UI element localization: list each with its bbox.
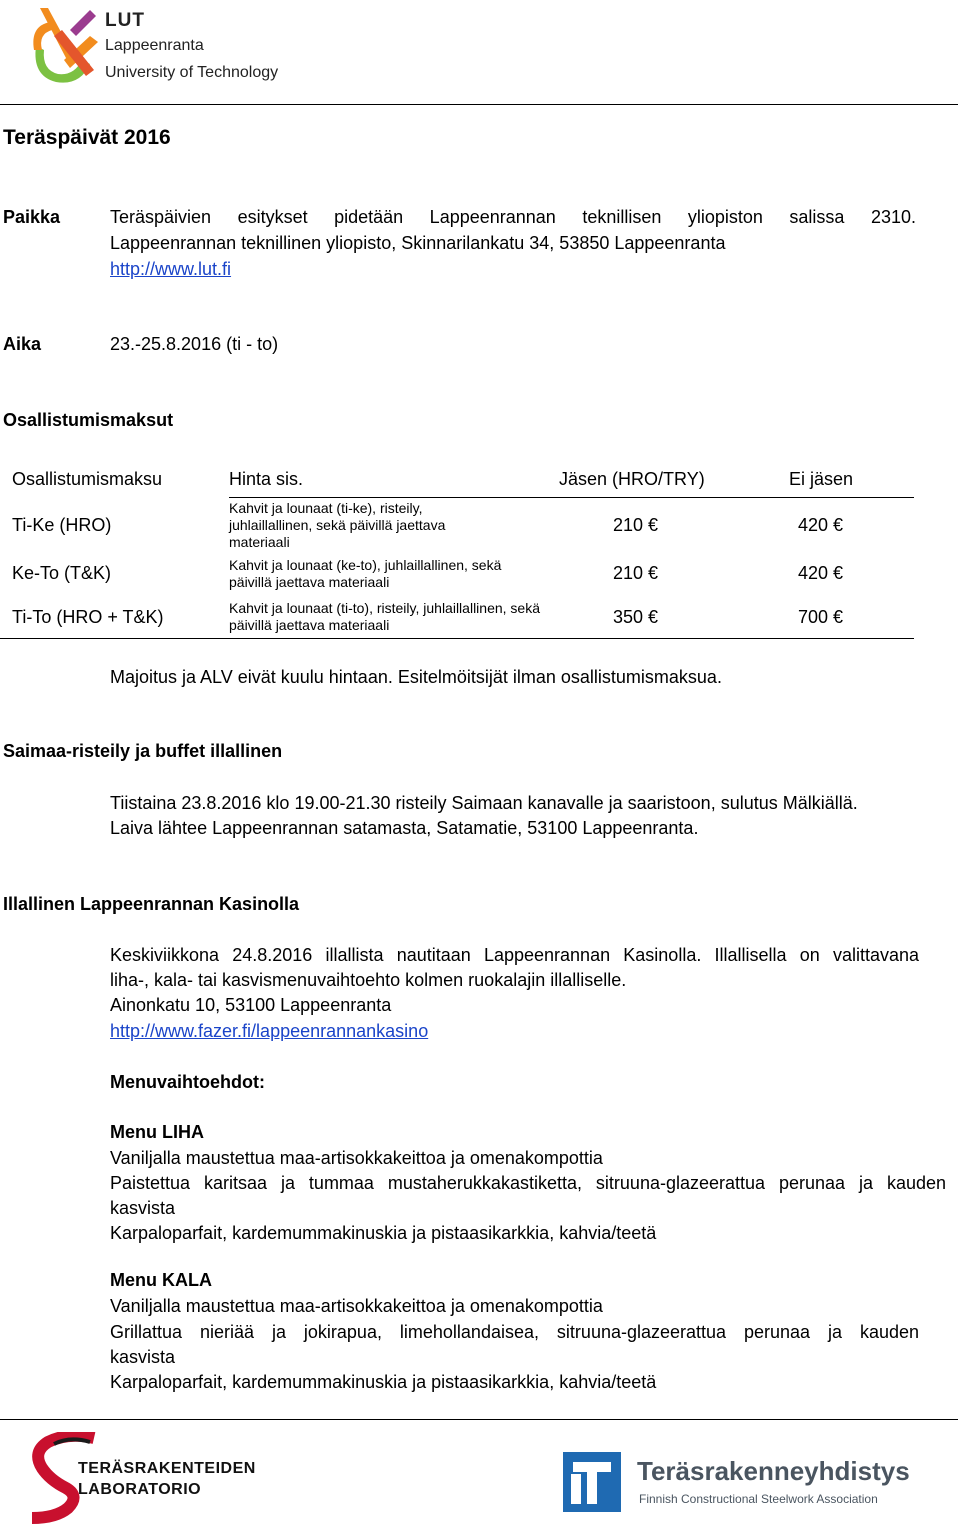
association-name: Teräsrakenneyhdistys <box>637 1456 910 1486</box>
fee-row-1-name: Ti-Ke (HRO) <box>12 515 112 535</box>
fees-header-name: Osallistumismaksu <box>12 469 163 489</box>
kasino-website-link[interactable]: http://www.fazer.fi/lappeenrannankasino <box>110 1021 429 1041</box>
lab-logo-line2: LABORATORIO <box>78 1481 202 1498</box>
fee-row-2-member: 210 € <box>613 563 659 583</box>
menu-kala-main: Grillattua nieriää ja jokirapua, limehollandaisea, sitruuna-glazeerattua perunaa ja kauden <box>110 1322 919 1342</box>
menu-kala-main-cont: kasvista <box>110 1347 176 1367</box>
footer-divider <box>0 1419 958 1420</box>
cruise-heading: Saimaa-risteily ja buffet illallinen <box>3 741 283 761</box>
aika-value: 23.-25.8.2016 (ti - to) <box>110 334 279 354</box>
menu-liha-title: Menu LIHA <box>110 1122 204 1142</box>
header-divider <box>0 104 958 105</box>
paikka-label: Paikka <box>3 207 61 227</box>
menu-kala-dessert: Karpaloparfait, kardemummakinuskia ja pistaasikarkkia, kahvia/teetä <box>110 1372 657 1392</box>
paikka-line2: Lappeenrannan teknillinen yliopisto, Skinnarilankatu 34, 53850 Lappeenranta <box>110 233 726 253</box>
paikka-line1: Teräspäivien esitykset pidetään Lappeenrannan teknillisen yliopiston salissa 2310. <box>110 207 916 227</box>
menu-liha-main: Paistettua karitsaa ja tummaa mustaherukkakastiketta, sitruuna-glazeerattua perunaa ja kauden <box>110 1173 946 1193</box>
fee-row-1-nonmember: 420 € <box>798 515 844 535</box>
menu-liha-main-cont: kasvista <box>110 1198 176 1218</box>
lut-logo <box>30 6 310 88</box>
fees-header-member: Jäsen (HRO/TRY) <box>559 469 705 489</box>
lab-logo <box>28 1432 258 1524</box>
lab-logo-line1: TERÄSRAKENTEIDEN <box>78 1460 256 1477</box>
association-logo-mark-icon <box>563 1452 621 1512</box>
menu-kala-title: Menu KALA <box>110 1270 212 1290</box>
fees-heading: Osallistumismaksut <box>3 410 174 430</box>
aika-label: Aika <box>3 334 42 354</box>
fee-row-3-member: 350 € <box>613 607 659 627</box>
fee-row-3-nonmember: 700 € <box>798 607 844 627</box>
dinner-line3: Ainonkatu 10, 53100 Lappeenranta <box>110 995 392 1015</box>
lut-logo-line2: University of Technology <box>105 64 279 81</box>
cruise-line2: Laiva lähtee Lappeenrannan satamasta, Satamatie, 53100 Lappeenranta. <box>110 818 699 838</box>
fees-header-nonmember: Ei jäsen <box>789 469 854 489</box>
fee-row-1-includes: Kahvit ja lounaat (ti-ke), risteily, juhlaillallinen, sekä päivillä jaettava materiaali <box>229 500 446 550</box>
menu-kala-starter: Vaniljalla maustettua maa-artisokkakeittoa ja omenakompottia <box>110 1296 603 1316</box>
association-logo <box>563 1450 923 1516</box>
fees-note: Majoitus ja ALV eivät kuulu hintaan. Esitelmöitsijät ilman osallistumismaksua. <box>110 667 722 687</box>
cruise-line1: Tiistaina 23.8.2016 klo 19.00-21.30 risteily Saimaan kanavalle ja saaristoon, sulutus Mälkiällä. <box>110 793 858 813</box>
menu-options-heading: Menuvaihtoehdot: <box>110 1072 265 1092</box>
fee-row-3-name: Ti-To (HRO + T&K) <box>12 607 164 627</box>
fee-row-2-name: Ke-To (T&K) <box>12 563 112 583</box>
lut-logo-mark-icon <box>30 6 102 88</box>
lab-logo-mark-icon <box>28 1432 96 1524</box>
menu-liha-dessert: Karpaloparfait, kardemummakinuskia ja pistaasikarkkia, kahvia/teetä <box>110 1223 657 1243</box>
fees-header-rule <box>229 497 914 498</box>
dinner-heading: Illallinen Lappeenrannan Kasinolla <box>3 894 300 914</box>
fee-row-3-includes: Kahvit ja lounaat (ti-to), risteily, juhlaillallinen, sekä päivillä jaettava materiaali <box>229 600 540 633</box>
fee-row-1-member: 210 € <box>613 515 659 535</box>
lut-logo-text: LUT <box>105 10 145 31</box>
association-subtitle: Finnish Constructional Steelwork Association <box>639 1492 878 1506</box>
lut-website-link[interactable]: http://www.lut.fi <box>110 259 232 279</box>
lut-logo-line1: Lappeenranta <box>105 37 204 54</box>
fees-header-includes: Hinta sis. <box>229 469 304 489</box>
dinner-line1: Keskiviikkona 24.8.2016 illallista nautitaan Lappeenrannan Kasinolla. Illallisella on valittavana <box>110 945 919 965</box>
dinner-line2: liha-, kala- tai kasvismenuvaihtoehto kolmen ruokalajin illalliselle. <box>110 970 627 990</box>
fee-row-2-includes: Kahvit ja lounaat (ke-to), juhlaillallinen, sekä päivillä jaettava materiaali <box>229 557 502 590</box>
fee-row-2-nonmember: 420 € <box>798 563 844 583</box>
page-title: Teräspäivät 2016 <box>3 126 171 149</box>
menu-liha-starter: Vaniljalla maustettua maa-artisokkakeittoa ja omenakompottia <box>110 1148 603 1168</box>
fees-bottom-rule <box>0 638 914 639</box>
